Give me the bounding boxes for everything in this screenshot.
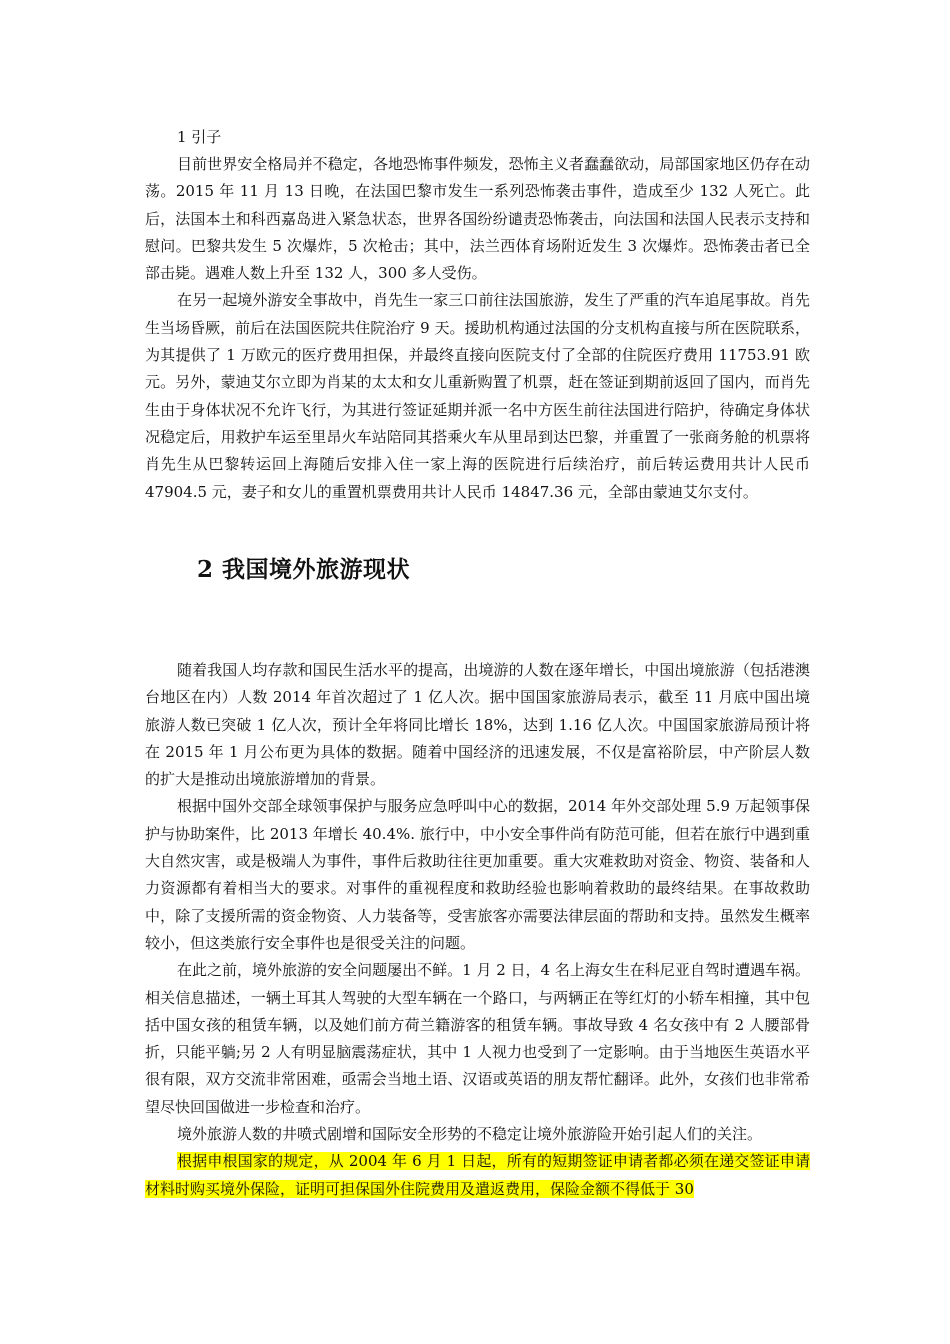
paragraph-xiao-accident: 在另一起境外游安全事故中，肖先生一家三口前往法国旅游，发生了严重的汽车追尾事故。肖先生当场昏厥，前后在法国医院共住院治疗 9 天。援助机构通过法国的分支机构直接与所在医院联系，为其提供了 1 万欧元的医疗费用担保，并最终直接向医院支付了全部的住院医疗费用 11753.91 欧元。另外，蒙迪艾尔立即为肖某的太太和女儿重新购置了机票，赶在签证到期前返回了国内，而肖先生由于身体状况不允许飞行，为其进行签证延期并派一名中方医生前往法国进行陪护，待确定身体状况稳定后，用救护车运至里昂火车站陪同其搭乘火车从里昂到达巴黎，并重置了一张商务舱的机票将肖先生从巴黎转运回上海随后安排入住一家上海的医院进行后续治疗，前后转运费用共计人民币 47904.5 元，妻子和女儿的重置机票费用共计人民币 14847.36 元，全部由蒙迪艾尔支付。 <box>145 291 810 501</box>
intro-body <box>145 151 810 506</box>
paragraph-konya-accident: 在此之前，境外旅游的安全问题屡出不鲜。1 月 2 日，4 名上海女生在科尼亚自驾时遭遇车祸。相关信息描述，一辆土耳其人驾驶的大型车辆在一个路口，与两辆正在等红灯的小轿车相撞，其中包括中国女孩的租赁车辆，以及她们前方荷兰籍游客的租赁车辆。事故导致 4 名女孩中有 2 人腰部骨折，只能平躺;另 2 人有明显脑震荡症状，其中 1 人视力也受到了一定影响。由于当地医生英语水平很有限，双方交流非常困难，亟需会当地土语、汉语或英语的朋友帮忙翻译。此外，女孩们也非常希望尽快回国做进一步检查和治疗。 <box>145 961 810 1116</box>
section-heading: 2 我国境外旅游现状 <box>197 556 411 583</box>
highlighted-text: 根据申根国家的规定，从 2004 年 6 月 1 日起，所有的短期签证申请者都必须在递交签证申请材料时购买境外保险，证明可担保国外住院费用及遣返费用，保险金额不得低于 30 <box>145 1152 810 1198</box>
intro-heading: 1 引子 <box>177 128 222 146</box>
paragraph-schengen-rule <box>145 1148 810 1203</box>
paragraph-consular-data: 根据中国外交部全球领事保护与服务应急呼叫中心的数据，2014 年外交部处理 5.9 万起领事保护与协助案件，比 2013 年增长 40.4%. 旅行中，中小安全事件尚有防范可能，但若在旅行中遇到重大自然灾害，或是极端人为事件，事件后救助往往更加重要。重大灾难救助对资金、物资、装备和人力资源都有着相当大的要求。对事件的重视程度和救助经验也影响着救助的最终结果。在事故救助中，除了支援所需的资金物资、人力装备等，受害旅客亦需要法律层面的帮助和支持。虽然发生概率较小，但这类旅行安全事件也是很受关注的问题。 <box>145 797 810 952</box>
paragraph-insurance-attention: 境外旅游人数的井喷式剧增和国际安全形势的不稳定让境外旅游险开始引起人们的关注。 <box>177 1125 763 1144</box>
paragraph-paris-attacks: 目前世界安全格局并不稳定，各地恐怖事件频发，恐怖主义者蠢蠢欲动，局部国家地区仍存在动荡。2015 年 11 月 13 日晚，在法国巴黎市发生一系列恐怖袭击事件，造成至少 132 人死亡。此后，法国本土和科西嘉岛进入紧急状态，世界各国纷纷谴责恐怖袭击，向法国和法国人民表示支持和慰问。巴黎共发生 5 次爆炸，5 次枪击；其中，法兰西体育场附近发生 3 次爆炸。恐怖袭击者已全部击毙。遇难人数上升至 132 人，300 多人受伤。 <box>145 155 810 283</box>
section-body <box>145 657 810 1203</box>
paragraph-outbound-growth: 随着我国人均存款和国民生活水平的提高，出境游的人数在逐年增长，中国出境旅游（包括港澳台地区在内）人数 2014 年首次超过了 1 亿人次。据中国国家旅游局表示，截至 11 月底中国出境旅游人数已突破 1 亿人次，预计全年将同比增长 18%，达到 1.16 亿人次。中国国家旅游局预计将在 2015 年 1 月公布更为具体的数据。随着中国经济的迅速发展，不仅是富裕阶层，中产阶层人数的扩大是推动出境旅游增加的背景。 <box>145 661 810 789</box>
